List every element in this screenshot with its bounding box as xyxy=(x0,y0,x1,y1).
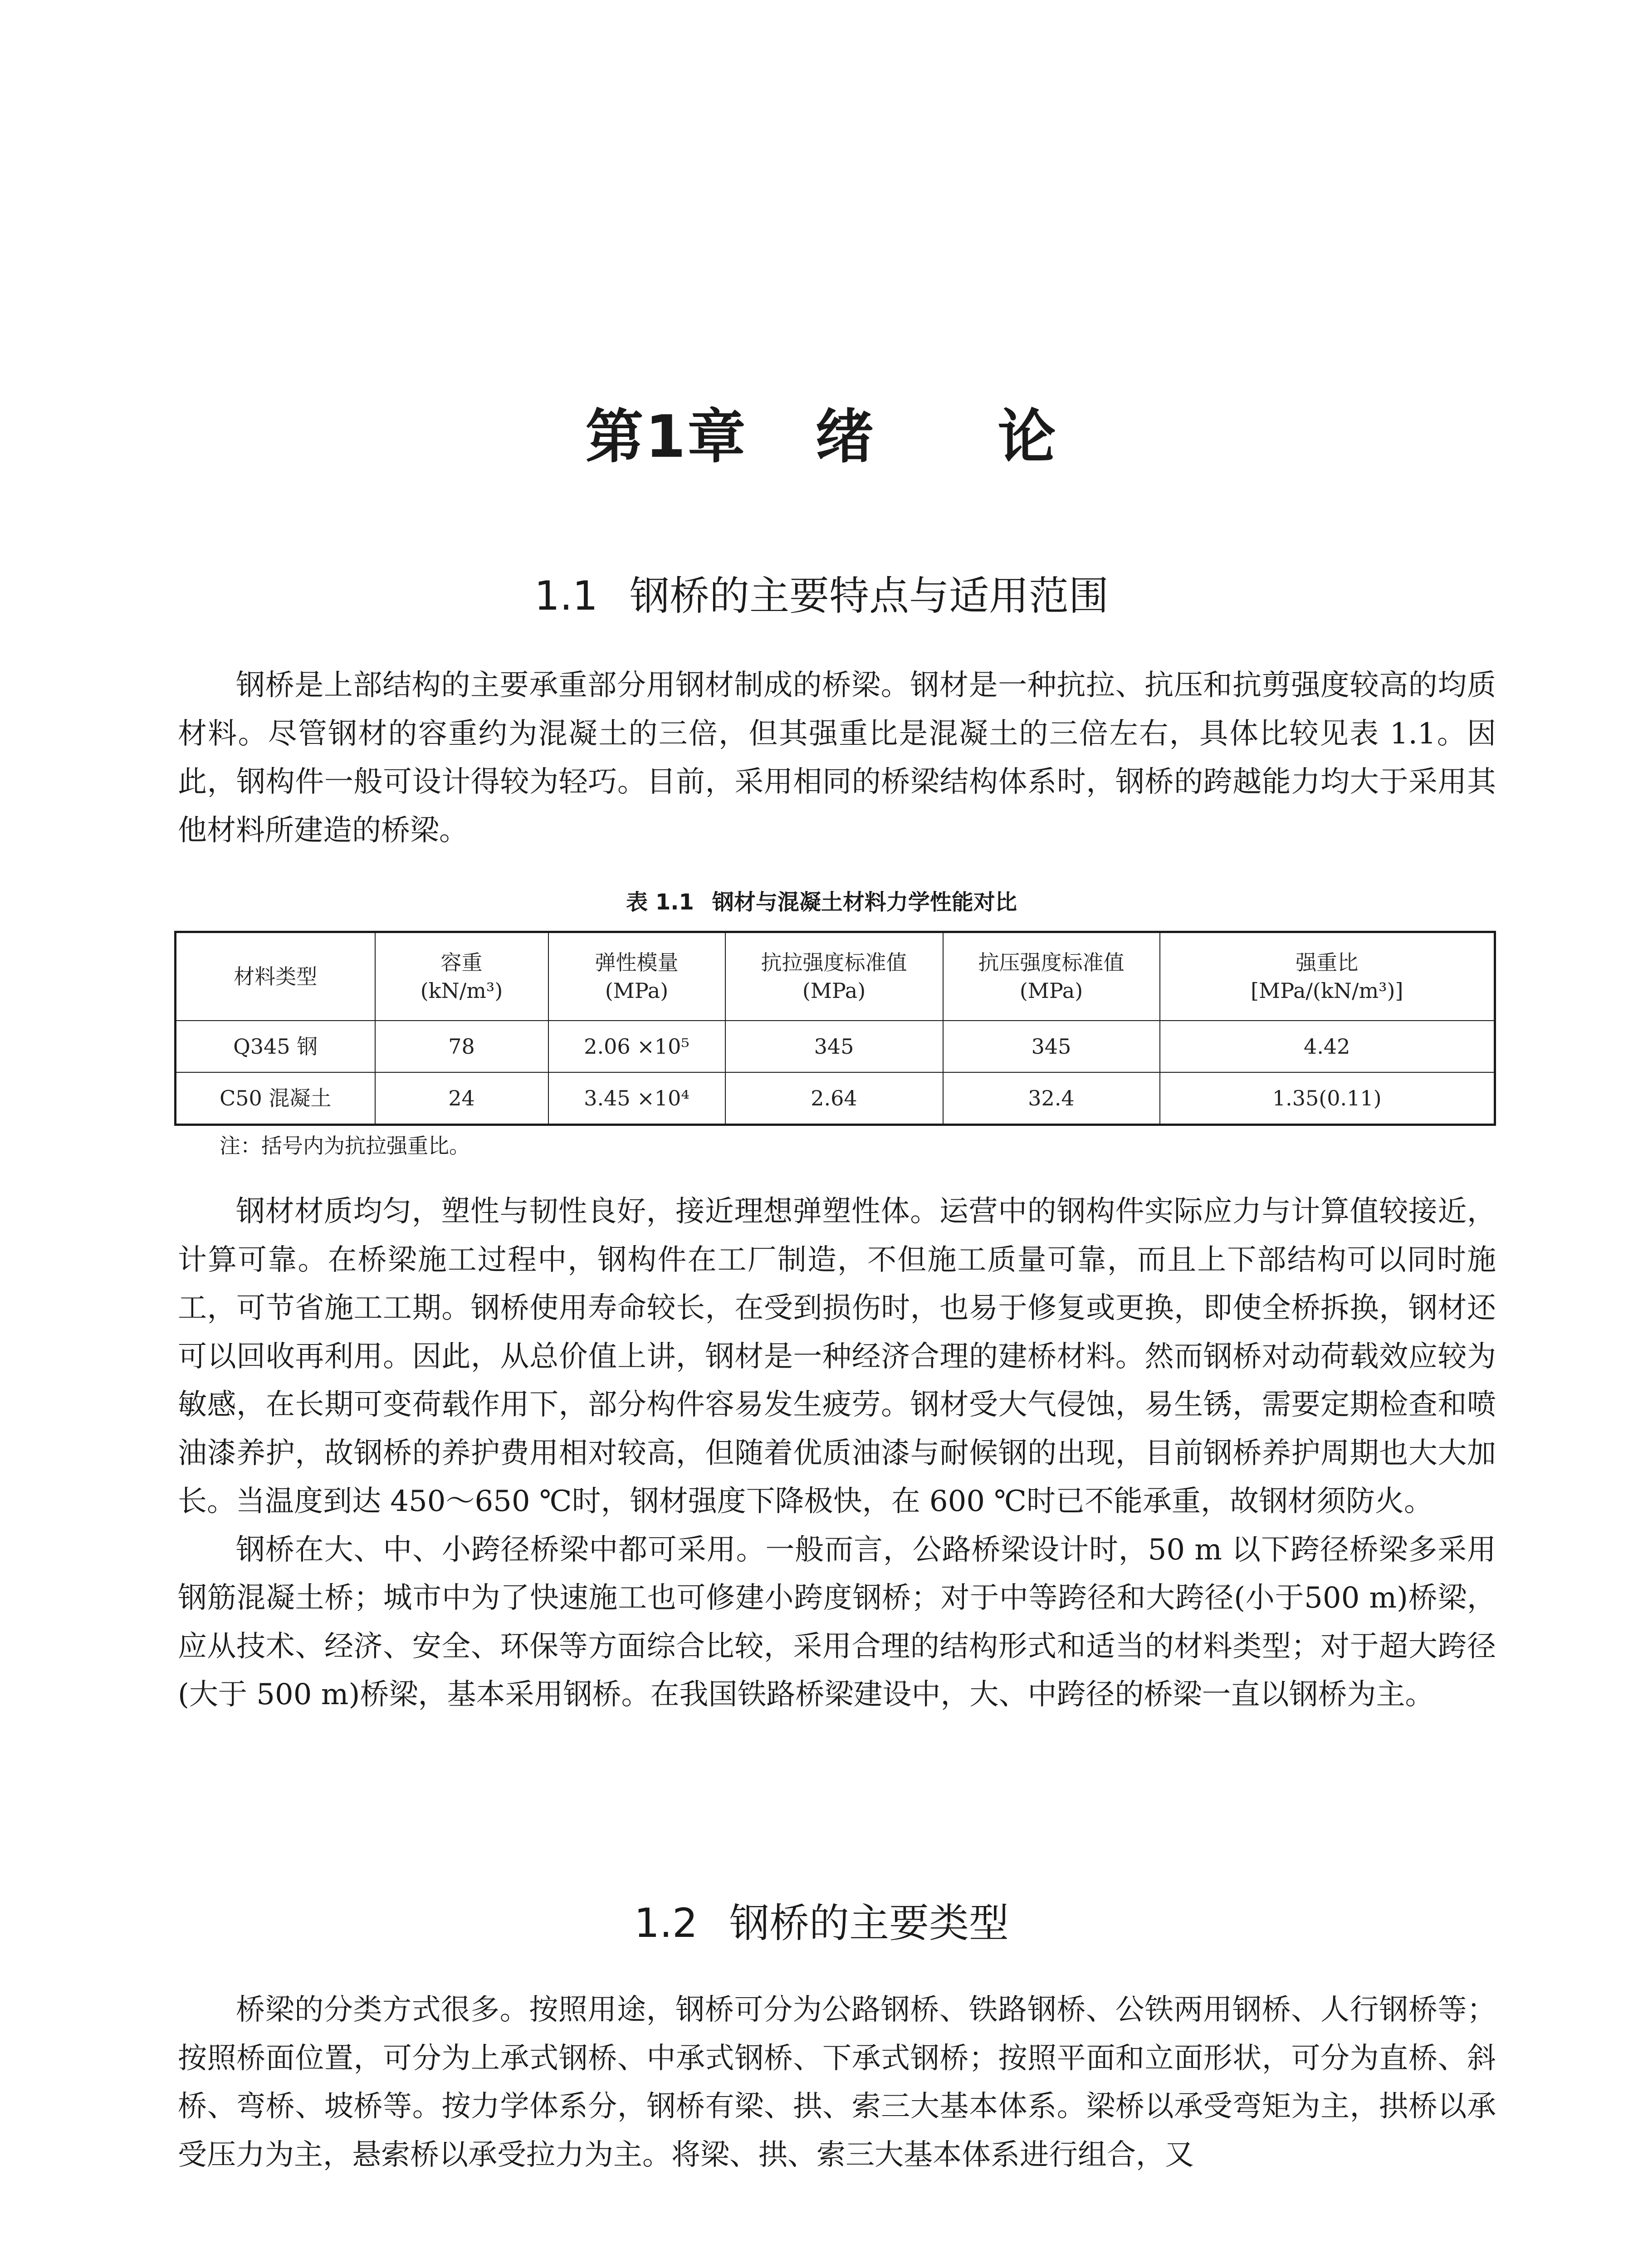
paragraph: 钢桥在大、中、小跨径桥梁中都可采用。一般而言，公路桥梁设计时，50 m 以下跨径桥梁多采用钢筋混凝土桥；城市中为了快速施工也可修建小跨度钢桥；对于中等跨径和大跨径(小于500 m)桥梁，应从技术、经济、安全、环保等方面综合比较，采用合理的结构形式和适当的材料类型；对于超大跨径(大于 500 m)桥梁，基本采用钢桥。在我国铁路桥梁建设中，大、中跨径的桥梁一直以钢桥为主。 xyxy=(178,1533,1496,1711)
section-number: 1.1 xyxy=(534,572,598,619)
header-cell-tensile-strength: 抗拉强度标准值 (MPa) xyxy=(725,932,943,1021)
table-cell: 4.42 xyxy=(1160,1021,1495,1072)
section-title: 钢桥的主要类型 xyxy=(729,1900,1009,1946)
table-row xyxy=(176,1021,1495,1072)
chapter-title xyxy=(0,390,1643,474)
section-1-1-heading xyxy=(0,564,1643,621)
header-cell-material: 材料类型 xyxy=(176,932,375,1021)
table-cell: C50 混凝土 xyxy=(176,1072,375,1125)
table-header-row xyxy=(176,932,1495,1021)
table-cell: 345 xyxy=(725,1021,943,1072)
table-cell: 3.45 ×10⁴ xyxy=(548,1072,725,1125)
paragraph: 桥梁的分类方式很多。按照用途，钢桥可分为公路钢桥、铁路钢桥、公铁两用钢桥、人行钢桥等；按照桥面位置，可分为上承式钢桥、中承式钢桥、下承式钢桥；按照平面和立面形状，可分为直桥、斜桥、弯桥、坡桥等。按力学体系分，钢桥有梁、拱、索三大基本体系。梁桥以承受弯矩为主，拱桥以承受压力为主，悬索桥以承受拉力为主。将梁、拱、索三大基本体系进行组合，又 xyxy=(178,1993,1496,2172)
chapter-title-char-1: 绪 xyxy=(815,403,875,471)
table-cell: 32.4 xyxy=(943,1072,1160,1125)
section-1-2-body xyxy=(178,1986,1496,2179)
header-cell-strength-weight-ratio: 强重比 [MPa/(kN/m³)] xyxy=(1160,932,1495,1021)
header-cell-elastic-modulus: 弹性模量 (MPa) xyxy=(548,932,725,1021)
section-1-2-heading xyxy=(0,1892,1643,1949)
section-title: 钢桥的主要特点与适用范围 xyxy=(629,572,1109,619)
paragraph: 钢材材质均匀，塑性与韧性良好，接近理想弹塑性体。运营中的钢构件实际应力与计算值较接近，计算可靠。在桥梁施工过程中，钢构件在工厂制造，不但施工质量可靠，而且上下部结构可以同时施工，可节省施工工期。钢桥使用寿命较长，在受到损伤时，也易于修复或更换，即使全桥拆换，钢材还可以回收再利用。因此，从总价值上讲，钢材是一种经济合理的建桥材料。然而钢桥对动荷载效应较为敏感，在长期可变荷载作用下，部分构件容易发生疲劳。钢材受大气侵蚀，易生锈，需要定期检查和喷油漆养护，故钢桥的养护费用相对较高，但随着优质油漆与耐候钢的出现，目前钢桥养护周期也大大加长。当温度到达 450～650 ℃时，钢材强度下降极快，在 600 ℃时已不能承重，故钢材须防火。 xyxy=(178,1195,1496,1518)
section-1-1-body-continued xyxy=(178,1188,1496,1719)
table-cell: 2.64 xyxy=(725,1072,943,1125)
section-1-1-body xyxy=(178,661,1496,855)
header-cell-compressive-strength: 抗压强度标准值 (MPa) xyxy=(943,932,1160,1021)
table-row xyxy=(176,1072,1495,1125)
table-cell: 24 xyxy=(375,1072,548,1125)
chapter-title-char-2: 论 xyxy=(998,403,1058,471)
table-cell: 1.35(0.11) xyxy=(1160,1072,1495,1125)
table-cell: Q345 钢 xyxy=(176,1021,375,1072)
table-note: 注：括号内为抗拉强重比。 xyxy=(220,1134,470,1158)
material-comparison-table xyxy=(174,931,1496,1126)
table-caption xyxy=(0,885,1643,916)
chapter-number: 第1章 xyxy=(585,403,748,471)
table-cell: 345 xyxy=(943,1021,1160,1072)
section-number: 1.2 xyxy=(634,1900,698,1946)
table-cell: 2.06 ×10⁵ xyxy=(548,1021,725,1072)
paragraph: 钢桥是上部结构的主要承重部分用钢材制成的桥梁。钢材是一种抗拉、抗压和抗剪强度较高的均质材料。尽管钢材的容重约为混凝土的三倍，但其强重比是混凝土的三倍左右，具体比较见表 1.1。因此，钢构件一般可设计得较为轻巧。目前，采用相同的桥梁结构体系时，钢桥的跨越能力均大于采用其他材料所建造的桥梁。 xyxy=(178,669,1496,847)
table-cell: 78 xyxy=(375,1021,548,1072)
table-caption-title: 钢材与混凝土材料力学性能对比 xyxy=(712,890,1017,915)
table-caption-number: 表 1.1 xyxy=(626,890,694,915)
header-cell-unit-weight: 容重 (kN/m³) xyxy=(375,932,548,1021)
